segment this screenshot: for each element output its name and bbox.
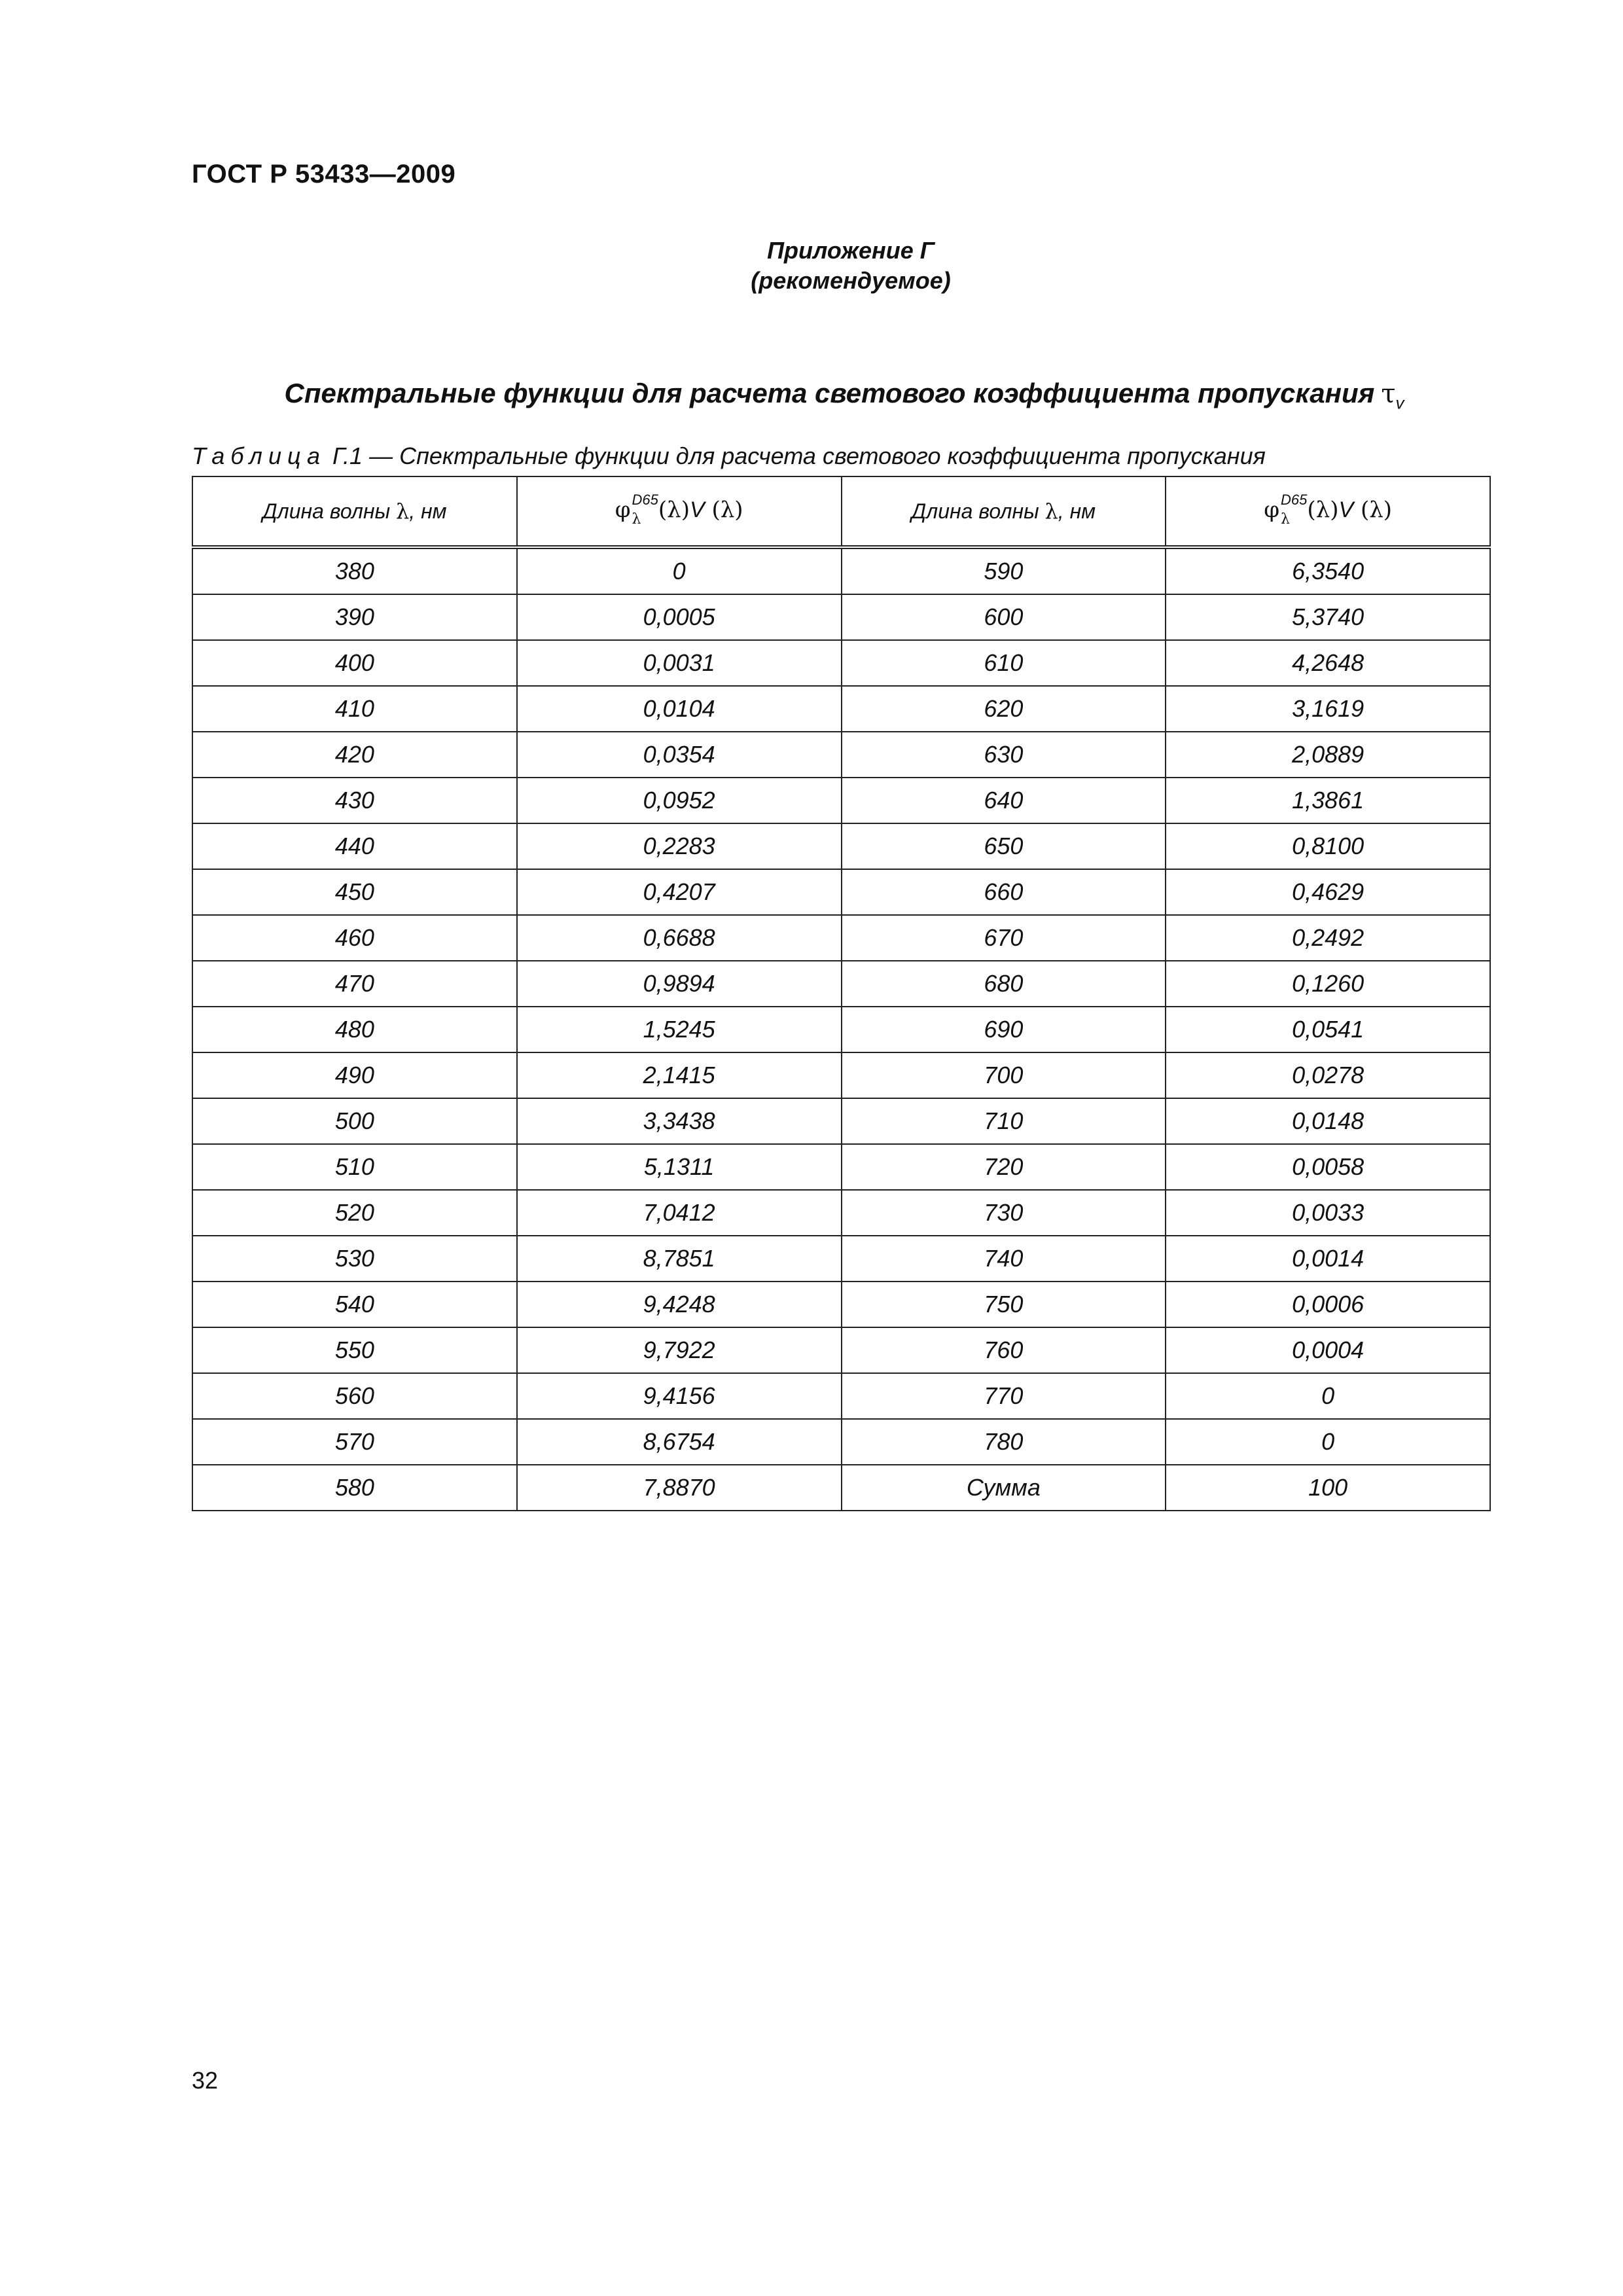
table-cell: 780 xyxy=(842,1419,1166,1465)
table-cell: 440 xyxy=(192,823,517,869)
table-cell: 630 xyxy=(842,732,1166,778)
table-cell: 0,0033 xyxy=(1166,1190,1490,1236)
annex-title: Приложение Г xyxy=(767,237,935,264)
table-cell: 600 xyxy=(842,594,1166,640)
table-row xyxy=(192,640,1490,686)
table-cell: 2,1415 xyxy=(517,1052,842,1098)
v-symbol: V xyxy=(689,497,705,522)
header-function-2 xyxy=(1166,476,1490,547)
table-caption xyxy=(192,442,1266,470)
table-cell: 420 xyxy=(192,732,517,778)
annex-status: (рекомендуемое) xyxy=(751,267,951,294)
table-cell: 1,3861 xyxy=(1166,778,1490,823)
table-row xyxy=(192,1236,1490,1282)
header-formula xyxy=(1264,492,1393,528)
header-wavelength-2 xyxy=(842,476,1166,547)
phi-symbol: φ xyxy=(1264,497,1280,523)
table-cell: 0,0354 xyxy=(517,732,842,778)
header-lambda: λ xyxy=(1044,499,1058,524)
table-cell: 0,0278 xyxy=(1166,1052,1490,1098)
table-row xyxy=(192,594,1490,640)
table-cell: 650 xyxy=(842,823,1166,869)
table-cell: 8,6754 xyxy=(517,1419,842,1465)
table-cell: 5,3740 xyxy=(1166,594,1490,640)
header-lambda: λ xyxy=(396,499,410,524)
header-wavelength-label: Длина волны xyxy=(262,499,391,523)
table-cell: 5,1311 xyxy=(517,1144,842,1190)
page-number: 32 xyxy=(192,2067,219,2094)
table-cell: 0,0058 xyxy=(1166,1144,1490,1190)
table-cell: 0,0952 xyxy=(517,778,842,823)
table-row xyxy=(192,1419,1490,1465)
table-row xyxy=(192,732,1490,778)
table-cell: 480 xyxy=(192,1007,517,1052)
table-row xyxy=(192,547,1490,594)
table-row xyxy=(192,686,1490,732)
formula-arg-2: (λ) xyxy=(704,497,743,523)
table-cell: 590 xyxy=(842,547,1166,594)
table-cell: 1,5245 xyxy=(517,1007,842,1052)
table-cell: 760 xyxy=(842,1327,1166,1373)
table-cell: 0,8100 xyxy=(1166,823,1490,869)
table-caption-number: Г.1 xyxy=(332,442,363,469)
table-cell: 0,0031 xyxy=(517,640,842,686)
formula-arg-1: (λ) xyxy=(658,497,690,523)
table-cell: 470 xyxy=(192,961,517,1007)
table-caption-text: — Спектральные функции для расчета светового коэффициента пропускания xyxy=(369,442,1266,469)
table-cell: 3,3438 xyxy=(517,1098,842,1144)
table-cell: 390 xyxy=(192,594,517,640)
phi-symbol: φ xyxy=(615,497,631,523)
phi-indices xyxy=(632,492,658,528)
formula-arg-1: (λ) xyxy=(1307,497,1339,523)
table-cell: 430 xyxy=(192,778,517,823)
v-symbol: V xyxy=(1338,497,1354,522)
table-cell: 750 xyxy=(842,1282,1166,1327)
table-cell: 410 xyxy=(192,686,517,732)
tau-subscript: v xyxy=(1395,393,1404,413)
header-wavelength-1 xyxy=(192,476,517,547)
table-cell: 450 xyxy=(192,869,517,915)
header-function-1 xyxy=(517,476,842,547)
table-body xyxy=(192,547,1490,1511)
header-unit: , нм xyxy=(409,499,447,523)
table-cell: 9,4156 xyxy=(517,1373,842,1419)
table-cell: 0,0541 xyxy=(1166,1007,1490,1052)
annex-heading xyxy=(0,236,1623,296)
table-row xyxy=(192,869,1490,915)
table-row xyxy=(192,1465,1490,1511)
header-formula xyxy=(615,492,743,528)
table-cell: 570 xyxy=(192,1419,517,1465)
table-cell: 700 xyxy=(842,1052,1166,1098)
table-cell: 6,3540 xyxy=(1166,547,1490,594)
table-cell: 0,6688 xyxy=(517,915,842,961)
phi-subscript: λ xyxy=(632,511,641,528)
table-cell: 2,0889 xyxy=(1166,732,1490,778)
table-cell: 0 xyxy=(517,547,842,594)
table-cell: 0,9894 xyxy=(517,961,842,1007)
table-cell: 670 xyxy=(842,915,1166,961)
table-cell: 380 xyxy=(192,547,517,594)
table-cell: 0,4207 xyxy=(517,869,842,915)
spectral-table xyxy=(192,476,1491,1511)
table-cell: 460 xyxy=(192,915,517,961)
table-row xyxy=(192,1327,1490,1373)
table-cell: 0,0014 xyxy=(1166,1236,1490,1282)
table-cell: 550 xyxy=(192,1327,517,1373)
header-wavelength-label: Длина волны xyxy=(911,499,1039,523)
table-cell: 7,8870 xyxy=(517,1465,842,1511)
table-row xyxy=(192,915,1490,961)
table-cell: Сумма xyxy=(842,1465,1166,1511)
section-title xyxy=(0,378,1623,413)
table-cell: 640 xyxy=(842,778,1166,823)
table-row xyxy=(192,1052,1490,1098)
table-cell: 510 xyxy=(192,1144,517,1190)
table-cell: 9,4248 xyxy=(517,1282,842,1327)
table-row xyxy=(192,1007,1490,1052)
document-header: ГОСТ Р 53433—2009 xyxy=(192,160,456,188)
table-row xyxy=(192,778,1490,823)
table-cell: 0,2492 xyxy=(1166,915,1490,961)
phi-subscript: λ xyxy=(1281,511,1290,528)
table-cell: 770 xyxy=(842,1373,1166,1419)
table-cell: 680 xyxy=(842,961,1166,1007)
formula-arg-2: (λ) xyxy=(1353,497,1393,523)
table-cell: 490 xyxy=(192,1052,517,1098)
table-cell: 710 xyxy=(842,1098,1166,1144)
table-cell: 0,0148 xyxy=(1166,1098,1490,1144)
phi-superscript: D65 xyxy=(632,492,658,508)
table-cell: 0,0004 xyxy=(1166,1327,1490,1373)
table-cell: 100 xyxy=(1166,1465,1490,1511)
table-cell: 560 xyxy=(192,1373,517,1419)
table-cell: 620 xyxy=(842,686,1166,732)
table-cell: 0,2283 xyxy=(517,823,842,869)
table-cell: 7,0412 xyxy=(517,1190,842,1236)
table-cell: 610 xyxy=(842,640,1166,686)
table-cell: 3,1619 xyxy=(1166,686,1490,732)
table-cell: 0,4629 xyxy=(1166,869,1490,915)
table-cell: 740 xyxy=(842,1236,1166,1282)
table-cell: 660 xyxy=(842,869,1166,915)
table-cell: 0 xyxy=(1166,1419,1490,1465)
header-unit: , нм xyxy=(1058,499,1096,523)
table-cell: 400 xyxy=(192,640,517,686)
table-cell: 530 xyxy=(192,1236,517,1282)
table-caption-prefix: Таблица xyxy=(192,442,327,469)
table-row xyxy=(192,1282,1490,1327)
section-title-text: Спектральные функции для расчета светового коэффициента пропускания xyxy=(284,378,1375,408)
table-cell: 690 xyxy=(842,1007,1166,1052)
table-row xyxy=(192,961,1490,1007)
table-row xyxy=(192,1144,1490,1190)
table-cell: 720 xyxy=(842,1144,1166,1190)
phi-indices xyxy=(1281,492,1308,528)
table-cell: 4,2648 xyxy=(1166,640,1490,686)
table-cell: 500 xyxy=(192,1098,517,1144)
table-header-row xyxy=(192,476,1490,547)
table-cell: 520 xyxy=(192,1190,517,1236)
table-cell: 0,0005 xyxy=(517,594,842,640)
table-cell: 0,0006 xyxy=(1166,1282,1490,1327)
table-row xyxy=(192,1190,1490,1236)
table-cell: 540 xyxy=(192,1282,517,1327)
table-row xyxy=(192,1373,1490,1419)
table-cell: 9,7922 xyxy=(517,1327,842,1373)
table-cell: 730 xyxy=(842,1190,1166,1236)
table-cell: 0 xyxy=(1166,1373,1490,1419)
table-cell: 580 xyxy=(192,1465,517,1511)
table-cell: 0,1260 xyxy=(1166,961,1490,1007)
table-cell: 8,7851 xyxy=(517,1236,842,1282)
table-row xyxy=(192,823,1490,869)
phi-superscript: D65 xyxy=(1281,492,1308,508)
table-row xyxy=(192,1098,1490,1144)
table-cell: 0,0104 xyxy=(517,686,842,732)
tau-symbol: τ xyxy=(1381,379,1396,409)
